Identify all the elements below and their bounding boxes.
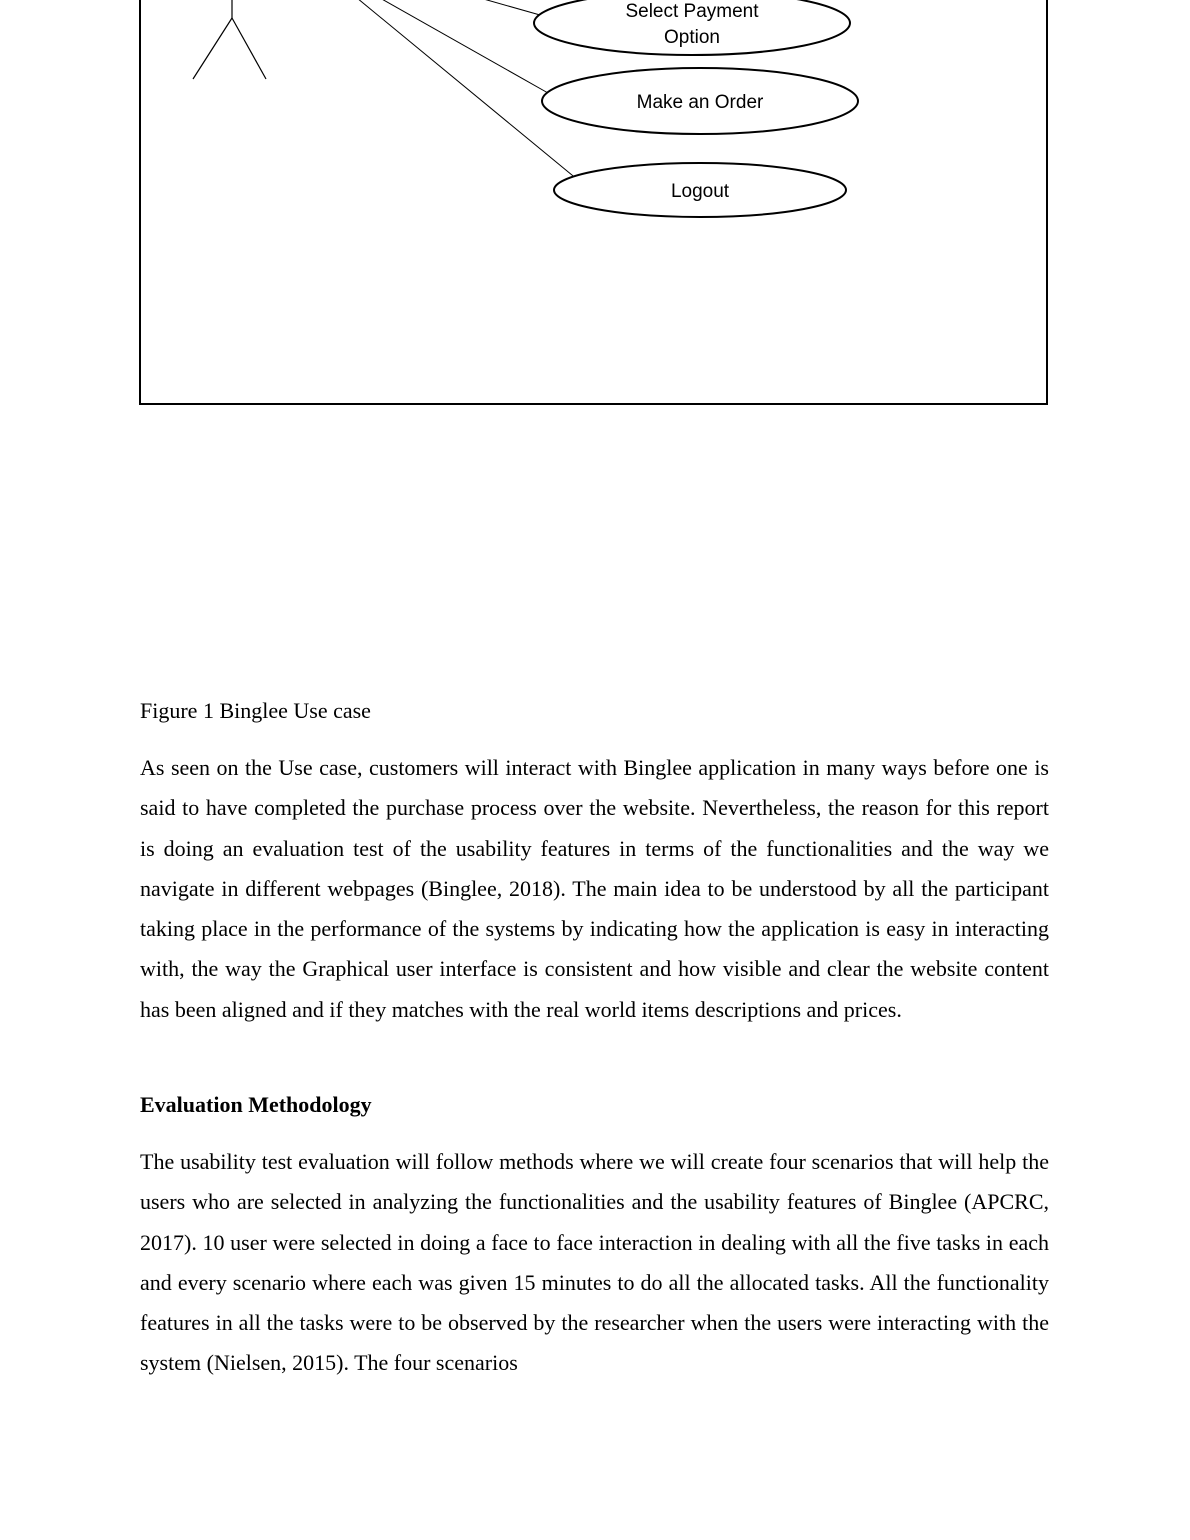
use-case-logout — [554, 163, 846, 217]
association-select-payment — [480, 0, 540, 15]
association-make-order — [380, 0, 548, 93]
figure-caption: Figure 1 Binglee Use case — [140, 698, 371, 723]
actor-figure — [193, 0, 266, 79]
use-case-diagram — [0, 0, 1190, 420]
use-case-make-an-order — [542, 68, 858, 134]
use-case-label: Logout — [670, 181, 730, 202]
use-case-label: Select Payment — [625, 1, 759, 22]
use-case-label: Option — [664, 27, 720, 48]
section-heading: Evaluation Methodology — [140, 1092, 372, 1117]
body-paragraph-2: The usability test evaluation will follow methods where we will create four scenarios that will help the users who are selected in analyzing the functionalities and the usability features of Binglee (APCRC, 2017). 10 user were selected in doing a face to face interaction in dealing with all the five tasks in each and every scenario where each was given 15 minutes to do all the allocated tasks. All the functionality features in all the tasks were to be observed by the researcher when the users were interacting with the system (Nielsen, 2015). The four scenarios — [140, 1149, 1049, 1376]
body-paragraph-1: As seen on the Use case, customers will interact with Binglee application in many ways before one is said to have completed the purchase process over the website. Nevertheless, the reason for this report is doing an evaluation test of the usability features in terms of the functionalities and the way we navigate in different webpages (Binglee, 2018). The main idea to be understood by all the participant taking place in the performance of the systems by indicating how the application is easy in interacting with, the way the Graphical user interface is consistent and how visible and clear the website content has been aligned and if they matches with the real world items descriptions and prices. — [140, 755, 1049, 1022]
use-case-select-payment-option — [534, 0, 850, 55]
use-case-label: Make an Order — [636, 92, 764, 113]
